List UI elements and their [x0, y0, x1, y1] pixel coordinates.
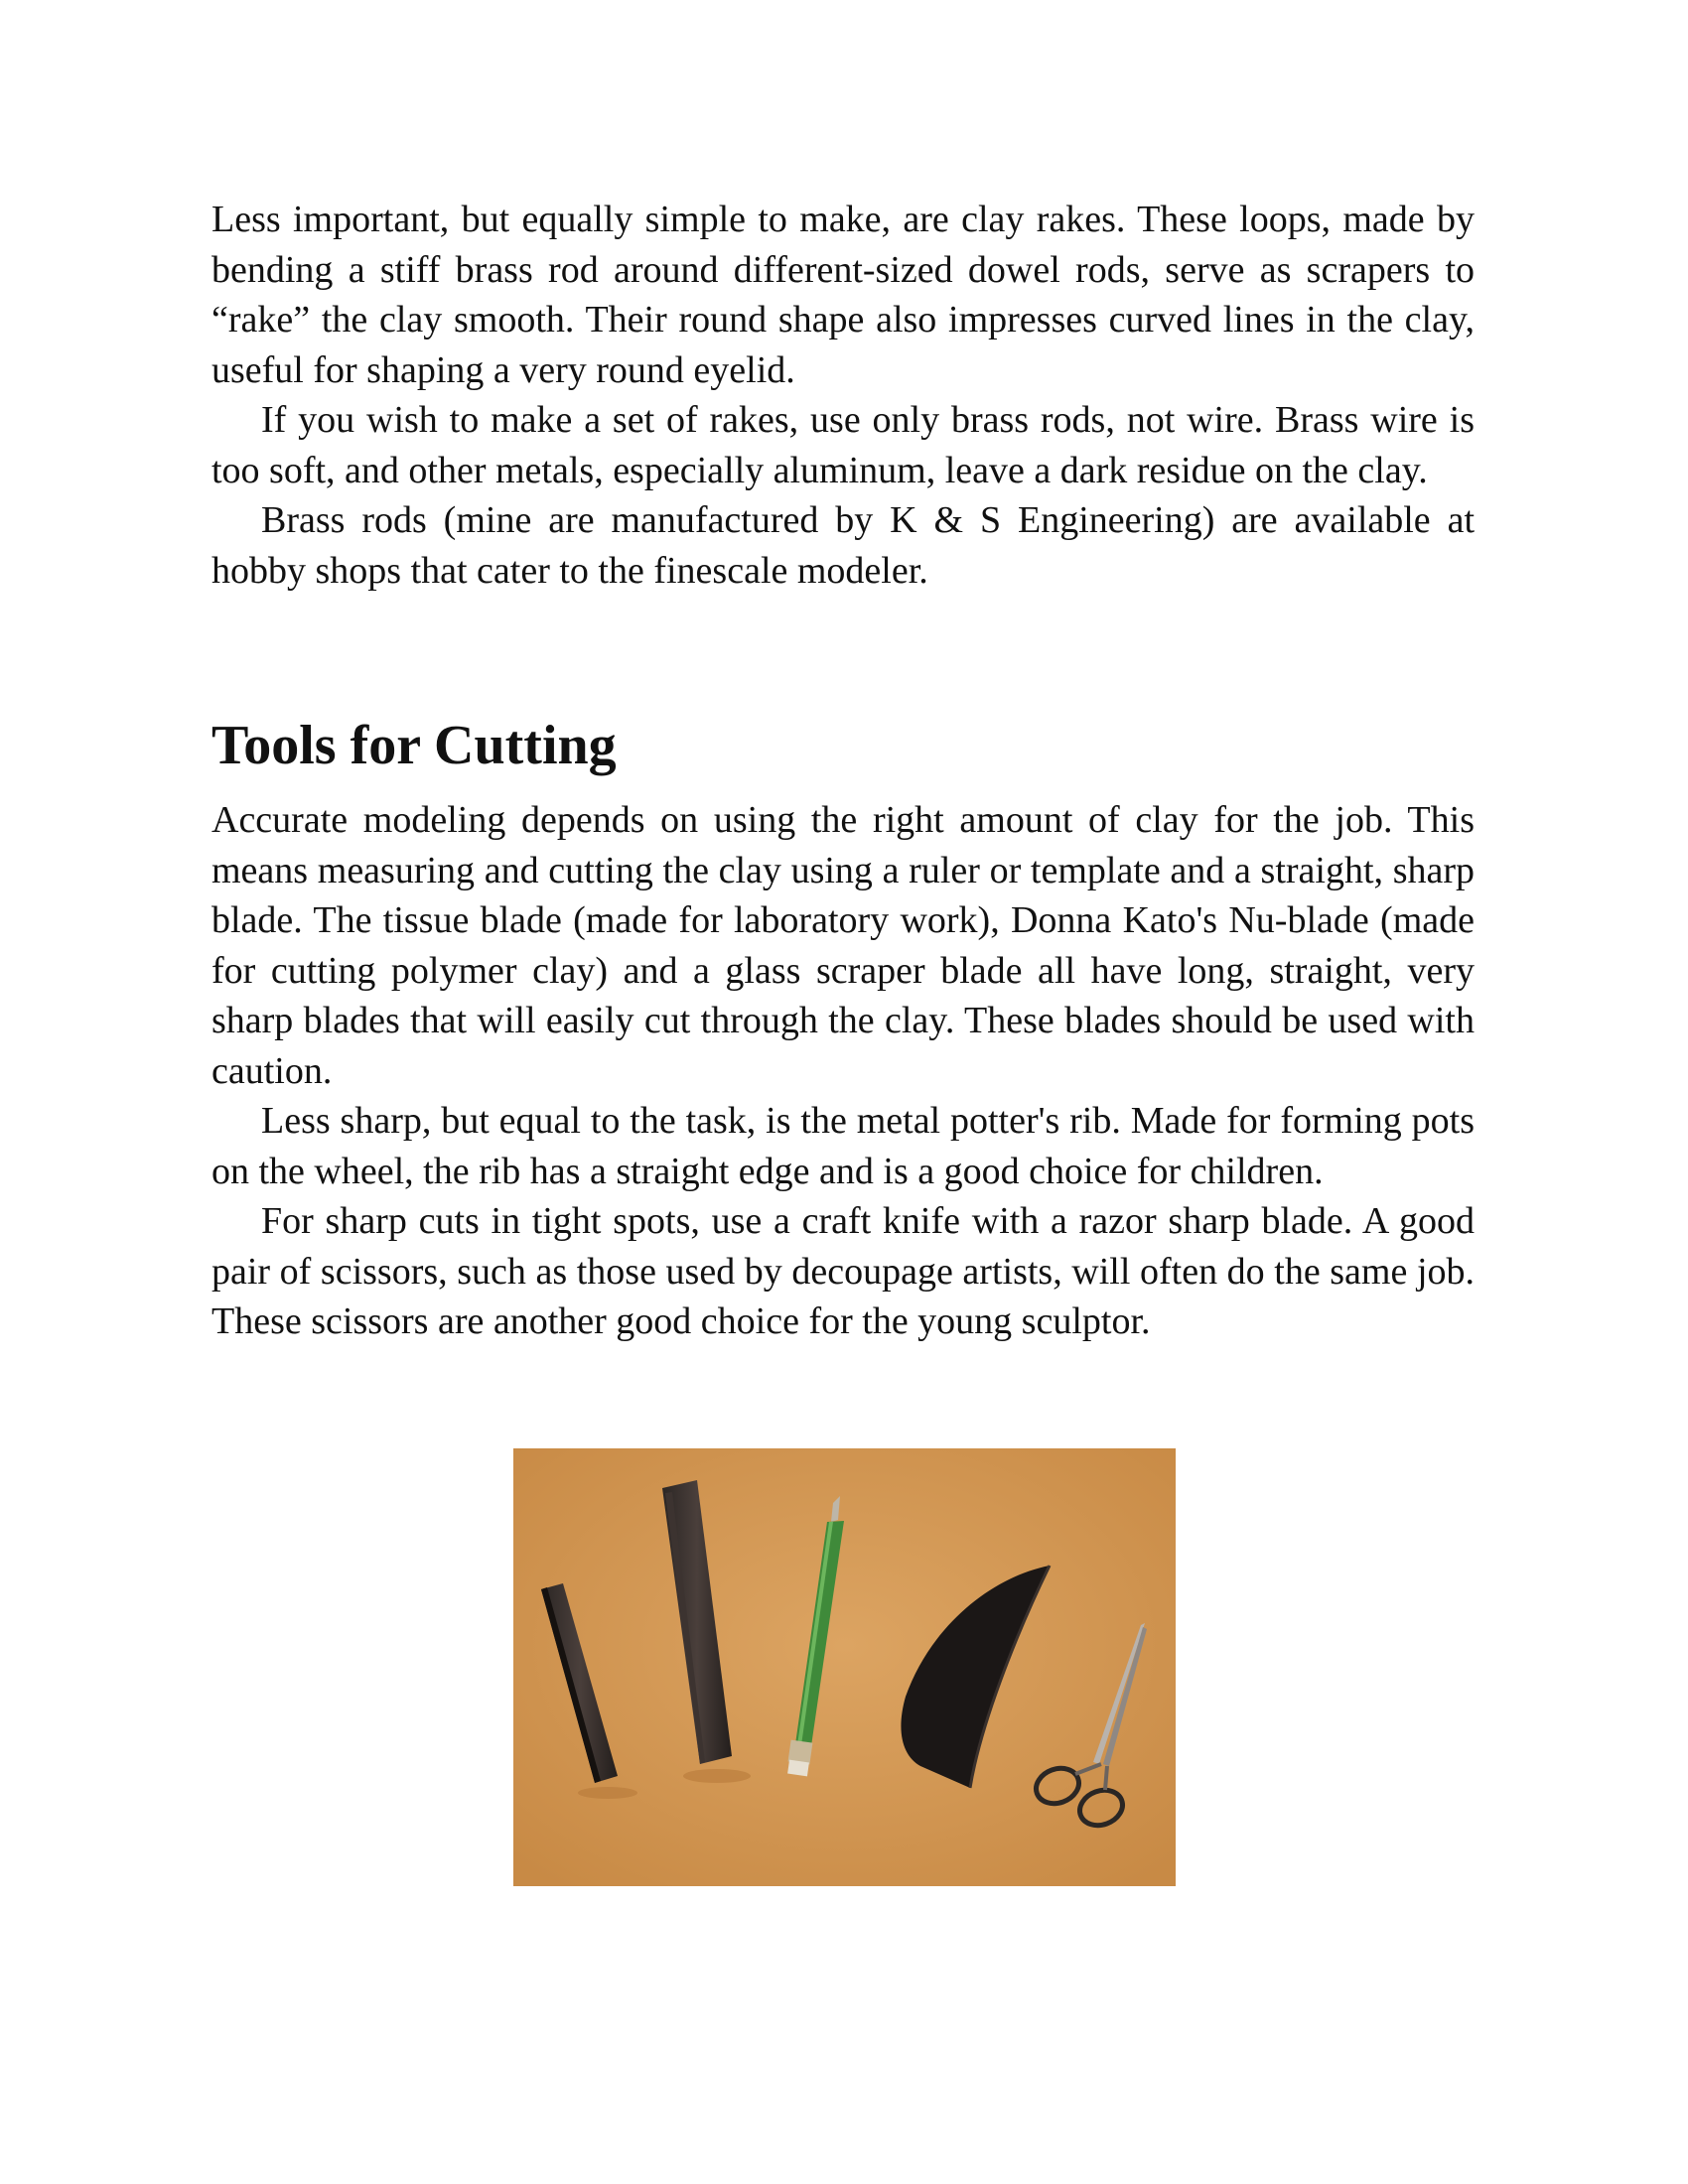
paragraph-4: Accurate modeling depends on using the right amount of clay for the job. This means measuring and cutting the clay using a ruler or template and a straight, sharp blade. The tissue blade (made for laboratory work), Donna Kato's Nu-blade (made for cutting polymer clay) and a glass scraper blade all have long, straight, very sharp blades that will easily cut through the clay. These blades should be used with caution. — [211, 799, 1475, 1092]
paragraph-2: If you wish to make a set of rakes, use only brass rods, not wire. Brass wire is too soft, and other metals, especially aluminum, leave a dark residue on the clay. — [211, 399, 1475, 491]
section-heading: Tools for Cutting — [211, 715, 617, 776]
paragraph-3: Brass rods (mine are manufactured by K & S Engineering) are available at hobby shops that cater to the finescale modeler. — [211, 499, 1475, 592]
paragraph-6: For sharp cuts in tight spots, use a craft knife with a razor sharp blade. A good pair of scissors, such as those used by decoupage artists, will often do the same job. These scissors are another good choice for the young sculptor. — [211, 1200, 1475, 1342]
cutting-tools-illustration — [513, 1448, 1176, 1886]
section-clay-rakes — [211, 195, 1475, 596]
cutting-tools-photo — [513, 1448, 1176, 1886]
section-cutting-tools — [211, 795, 1475, 1347]
paragraph-1: Less important, but equally simple to make, are clay rakes. These loops, made by bending a stiff brass rod around different-sized dowel rods, serve as scrapers to “rake” the clay smooth. Their round shape also impresses curved lines in the clay, useful for shaping a very round eyelid. — [211, 199, 1475, 391]
paragraph-5: Less sharp, but equal to the task, is the metal potter's rib. Made for forming pots on the wheel, the rib has a straight edge and is a good choice for children. — [211, 1100, 1475, 1192]
page-content — [211, 195, 1475, 1342]
